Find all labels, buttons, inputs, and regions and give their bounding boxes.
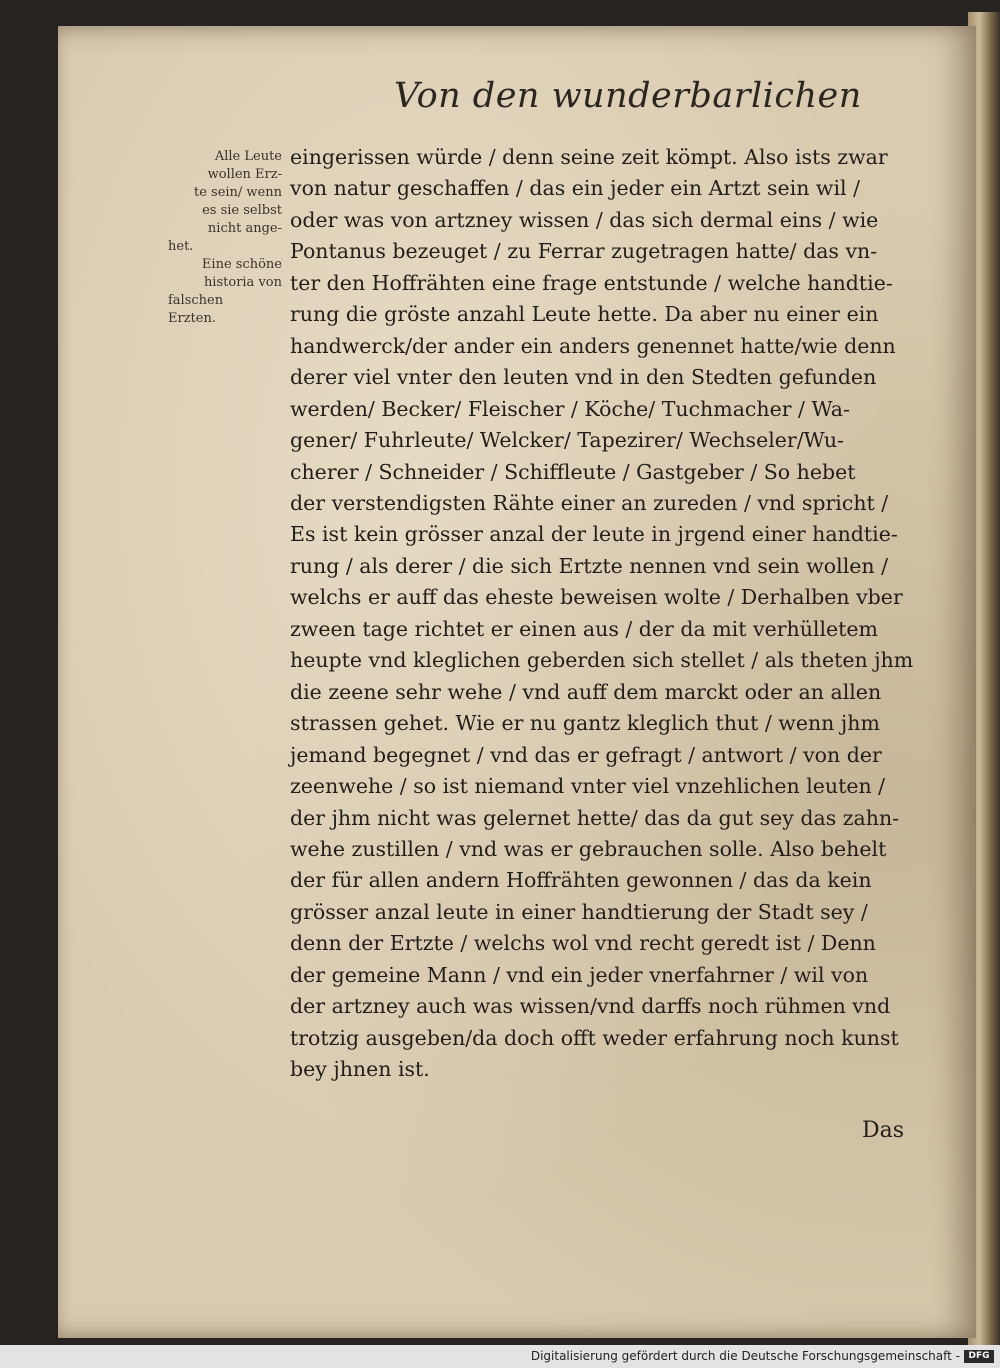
text-line: heupte vnd kleglichen geberden sich stellet / als theten jhm — [290, 648, 914, 673]
margin-line: Alle Leute — [214, 149, 282, 164]
text-line: denn der Ertzte / welchs wol vnd recht geredt ist / Denn — [290, 931, 876, 956]
text-line: Es ist kein grösser anzal der leute in jrgend einer handtie- — [290, 522, 898, 547]
margin-line: falschen — [168, 293, 224, 308]
text-line: strassen gehet. Wie er nu gantz kleglich thut / wenn jhm — [290, 711, 880, 736]
text-line: rung / als derer / die sich Ertzte nennen vnd sein wollen / — [290, 553, 889, 578]
text-line: der gemeine Mann / vnd ein jeder vnerfahrner / wil von — [290, 962, 869, 987]
footer-bar — [0, 1345, 1000, 1368]
text-line: cherer / Schneider / Schiffleute / Gastgeber / So hebet — [290, 459, 856, 484]
text-line: der für allen andern Hoffrähten gewonnen / das da kein — [290, 868, 872, 893]
catchword: Das — [862, 1118, 905, 1143]
text-line: oder was von artzney wissen / das sich dermal eins / wie — [290, 207, 879, 232]
text-line: trotzig ausgeben/da doch offt weder erfahrung noch kunst — [290, 1025, 899, 1050]
margin-line: Erzten. — [168, 311, 216, 326]
margin-line: es sie selbst — [202, 203, 282, 218]
body-text — [290, 142, 930, 1086]
text-line: eingerissen würde / denn seine zeit kömpt. Also ists zwar — [290, 145, 888, 169]
margin-line: het. — [168, 239, 194, 254]
dfg-logo: DFG — [964, 1350, 994, 1363]
running-header: Von den wunderbarlichen — [394, 76, 862, 116]
marginal-note — [168, 148, 282, 328]
text-line: welchs er auff das eheste beweisen wolte / Derhalben vber — [290, 585, 903, 610]
margin-line: Eine schöne — [201, 257, 282, 272]
text-line: gener/ Fuhrleute/ Welcker/ Tapezirer/ Wechseler/Wu- — [290, 428, 844, 453]
text-line: derer viel vnter den leuten vnd in den Stedten gefunden — [290, 365, 877, 390]
text-line: zeenwehe / so ist niemand vnter viel vnzehlichen leuten / — [290, 774, 886, 799]
text-line: werden/ Becker/ Fleischer / Köche/ Tuchmacher / Wa- — [290, 396, 850, 421]
text-line: zween tage richtet er einen aus / der da mit verhülletem — [290, 616, 878, 641]
margin-line: nicht ange- — [207, 221, 282, 236]
margin-line: te sein/ wenn — [193, 185, 282, 200]
margin-line: wollen Erz- — [207, 167, 282, 182]
text-line: rung die gröste anzahl Leute hette. Da aber nu einer ein — [290, 302, 879, 327]
text-line: die zeene sehr wehe / vnd auff dem marckt oder an allen — [290, 679, 882, 704]
text-line: ter den Hoffrähten eine frage entstunde / welche handtie- — [290, 270, 893, 295]
text-line: Pontanus bezeuget / zu Ferrar zugetragen hatte/ das vn- — [290, 239, 878, 264]
text-line: handwerck/der ander ein anders genennet hatte/wie denn — [290, 333, 896, 358]
text-line: von natur geschaffen / das ein jeder ein Artzt sein wil / — [290, 176, 861, 201]
text-line: der verstendigsten Rähte einer an zureden / vnd spricht / — [290, 490, 889, 515]
text-line: jemand begegnet / vnd das er gefragt / antwort / von der — [290, 742, 882, 767]
text-line: der jhm nicht was gelernet hette/ das da gut sey das zahn- — [290, 805, 900, 830]
funding-notice: Digitalisierung gefördert durch die Deutsche Forschungsgemeinschaft - — [530, 1349, 960, 1363]
text-line: bey jhnen ist. — [290, 1057, 430, 1082]
text-line: wehe zustillen / vnd was er gebrauchen solle. Also behelt — [290, 836, 887, 861]
text-line: grösser anzal leute in einer handtierung der Stadt sey / — [290, 899, 868, 924]
text-line: der artzney auch was wissen/vnd darffs noch rühmen vnd — [290, 994, 891, 1019]
margin-line: historia von — [203, 275, 282, 290]
